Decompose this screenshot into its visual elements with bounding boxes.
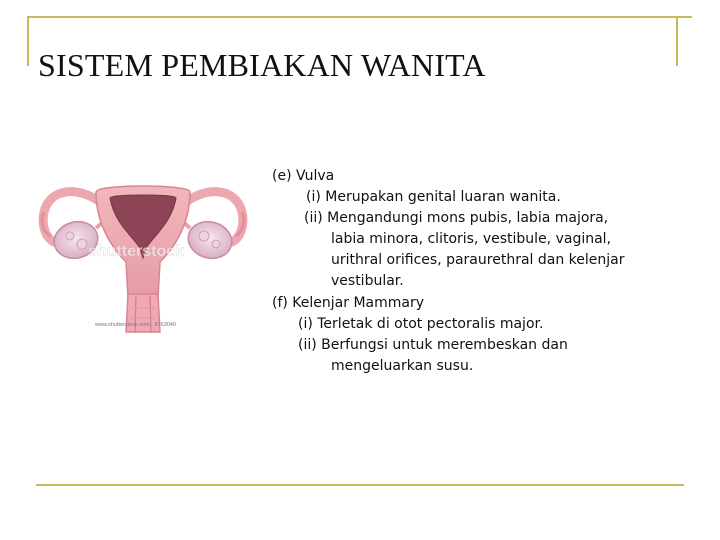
left-frame-line <box>27 16 29 66</box>
mammary-point-ii-line2: mengeluarkan susu. <box>331 358 474 374</box>
slide-title: SISTEM PEMBIAKAN WANITA <box>38 47 486 83</box>
right-frame-line <box>676 16 678 66</box>
uterus-anatomy-illustration <box>38 176 248 338</box>
vulva-heading: (e) Vulva <box>272 168 335 184</box>
watermark-text: shutterstock <box>87 243 185 260</box>
vulva-point-ii-line3: urithral orifices, paraurethral dan kelenjar <box>331 252 625 268</box>
mammary-point-i: (i) Terletak di otot pectoralis major. <box>298 316 544 332</box>
vulva-point-ii-line2: labia minora, clitoris, vestibule, vaginal, <box>331 231 612 247</box>
mammary-point-ii-line1: (ii) Berfungsi untuk merembeskan dan <box>298 337 568 353</box>
vulva-point-ii-line1: (ii) Mengandungi mons pubis, labia majora, <box>304 210 609 226</box>
right-ovary <box>184 217 236 263</box>
vulva-point-i: (i) Merupakan genital luaran wanita. <box>306 189 561 205</box>
vulva-point-ii-line4: vestibular. <box>331 273 404 289</box>
bottom-rule <box>36 484 684 486</box>
top-frame-line <box>27 16 692 18</box>
image-caption: www.shutterstock.com · 8763040 <box>95 322 177 328</box>
mammary-heading: (f) Kelenjar Mammary <box>272 295 425 311</box>
